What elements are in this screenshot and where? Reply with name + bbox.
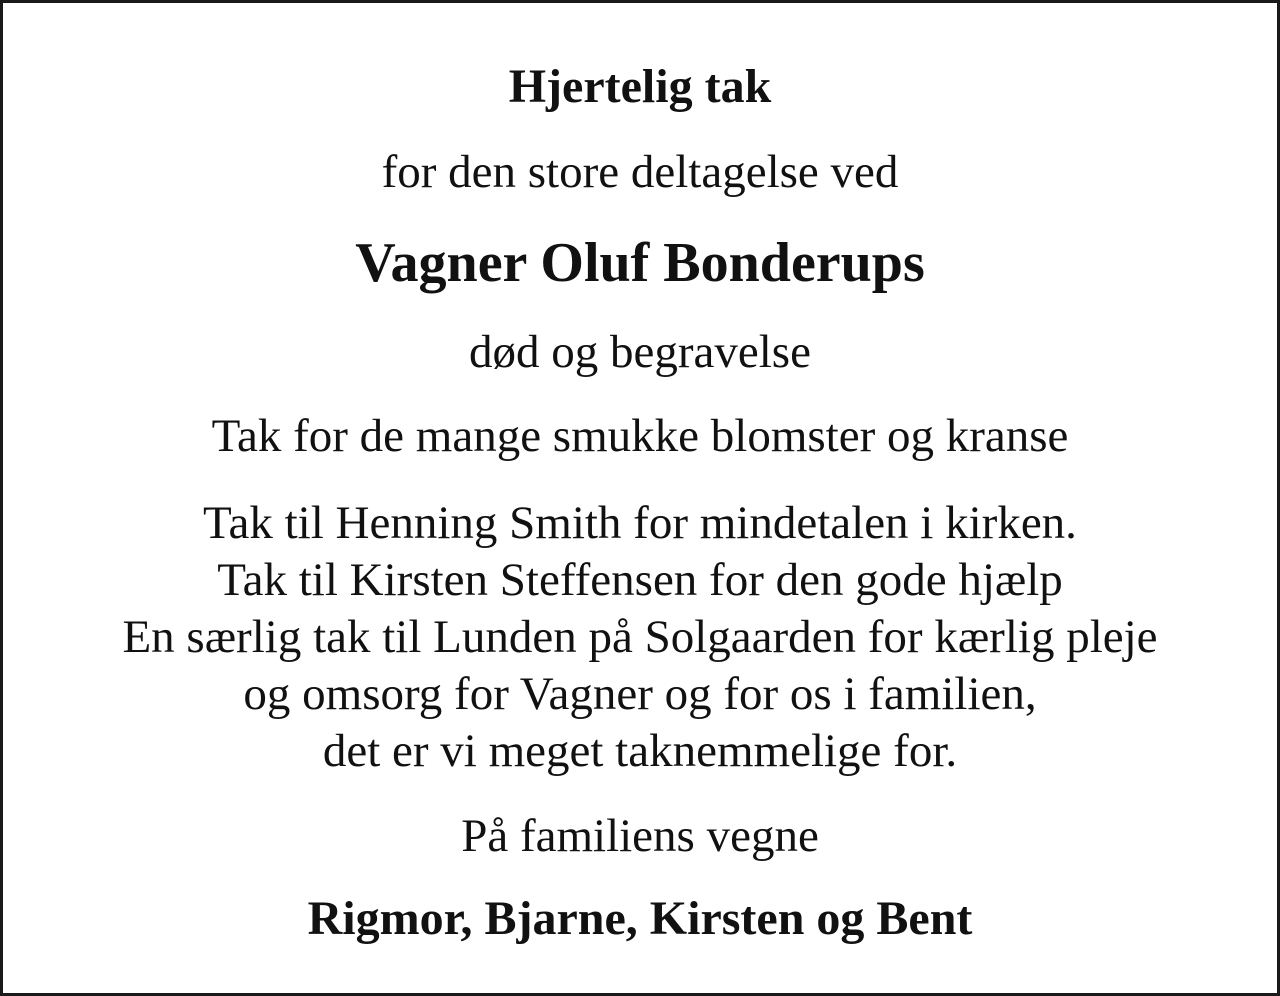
deceased-name: Vagner Oluf Bonderups [355,232,925,294]
thanks-line: det er vi meget taknemmelige for. [322,725,958,777]
thanks-line: En særlig tak til Lunden på Solgaarden for kærlig pleje [122,611,1158,663]
notice-intro: for den store deltagelse ved [381,146,899,198]
notice-heading: Hjertelig tak [508,60,772,113]
thanks-line: Tak til Kirsten Steffensen for den gode hjælp [217,554,1063,606]
occasion-text: død og begravelse [469,326,811,378]
signatories: Rigmor, Bjarne, Kirsten og Bent [307,892,973,945]
thanks-line: Tak til Henning Smith for mindetalen i kirken. [203,497,1077,549]
thanks-line: og omsorg for Vagner og for os i familien, [243,668,1037,720]
thanks-paragraph [3,495,1277,780]
on-behalf-text: På familiens vegne [461,810,819,862]
flowers-thanks: Tak for de mange smukke blomster og kranse [211,410,1069,462]
